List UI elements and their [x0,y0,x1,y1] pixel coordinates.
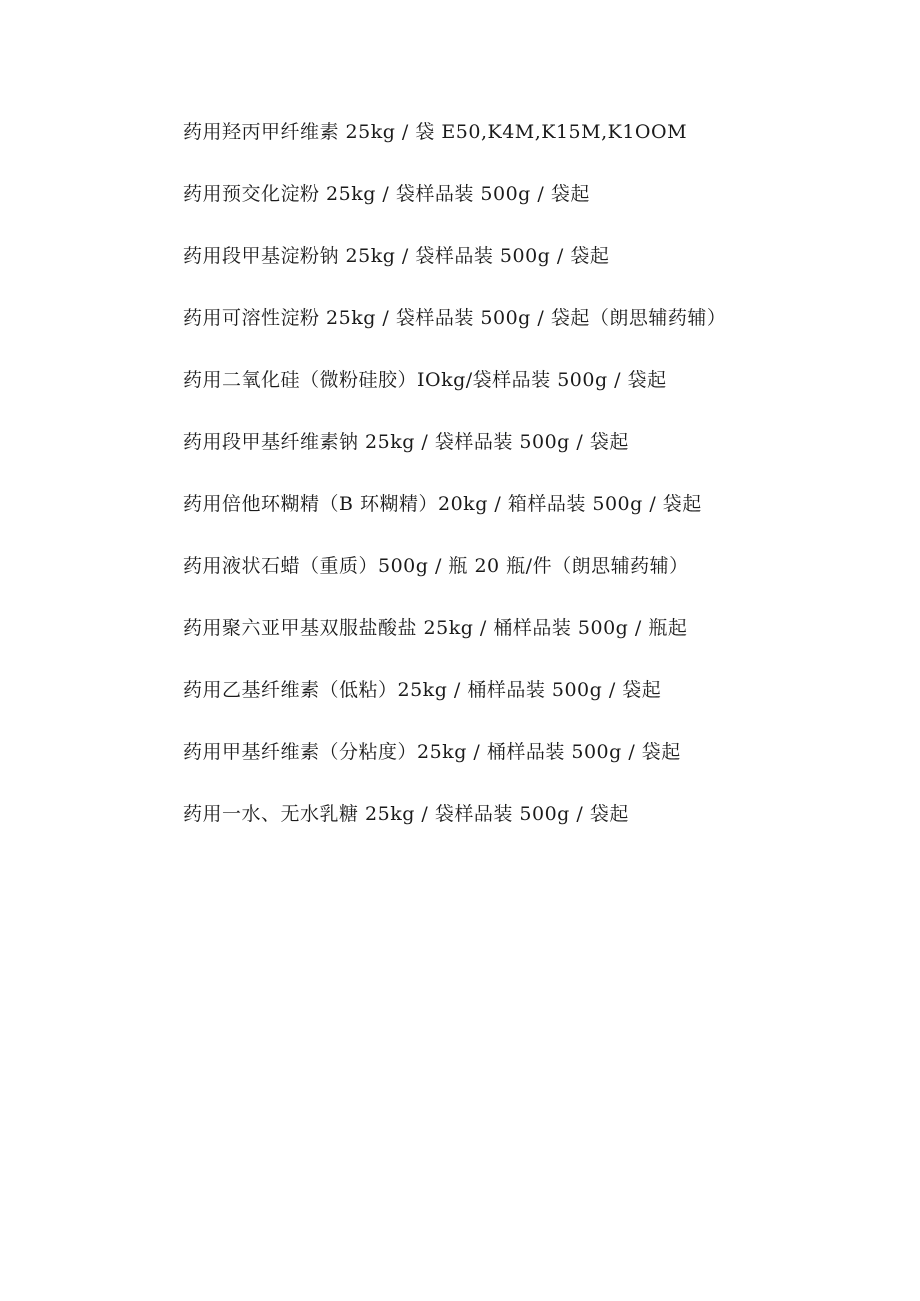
product-line: 药用液状石蜡（重质）500g / 瓶 20 瓶/件（朗思辅药辅） [183,555,689,577]
product-line: 药用段甲基淀粉钠 25kg / 袋样品装 500g / 袋起 [183,245,610,267]
product-line: 药用倍他环糊精（B 环糊精）20kg / 箱样品装 500g / 袋起 [183,493,702,515]
product-line: 药用一水、无水乳糖 25kg / 袋样品装 500g / 袋起 [183,803,629,825]
product-line: 药用乙基纤维素（低粘）25kg / 桶样品装 500g / 袋起 [183,679,662,701]
product-line: 药用段甲基纤维素钠 25kg / 袋样品装 500g / 袋起 [183,431,629,453]
product-line: 药用羟丙甲纤维素 25kg / 袋 E50,K4M,K15M,K1OOM [183,121,688,143]
product-list [183,114,726,858]
product-line: 药用聚六亚甲基双服盐酸盐 25kg / 桶样品装 500g / 瓶起 [183,617,688,639]
product-line: 药用预交化淀粉 25kg / 袋样品装 500g / 袋起 [183,183,590,205]
product-line: 药用可溶性淀粉 25kg / 袋样品装 500g / 袋起（朗思辅药辅） [183,307,727,329]
product-line: 药用甲基纤维素（分粘度）25kg / 桶样品装 500g / 袋起 [183,741,681,763]
product-line: 药用二氧化硅（微粉硅胶）IOkg/袋样品装 500g / 袋起 [183,369,667,391]
